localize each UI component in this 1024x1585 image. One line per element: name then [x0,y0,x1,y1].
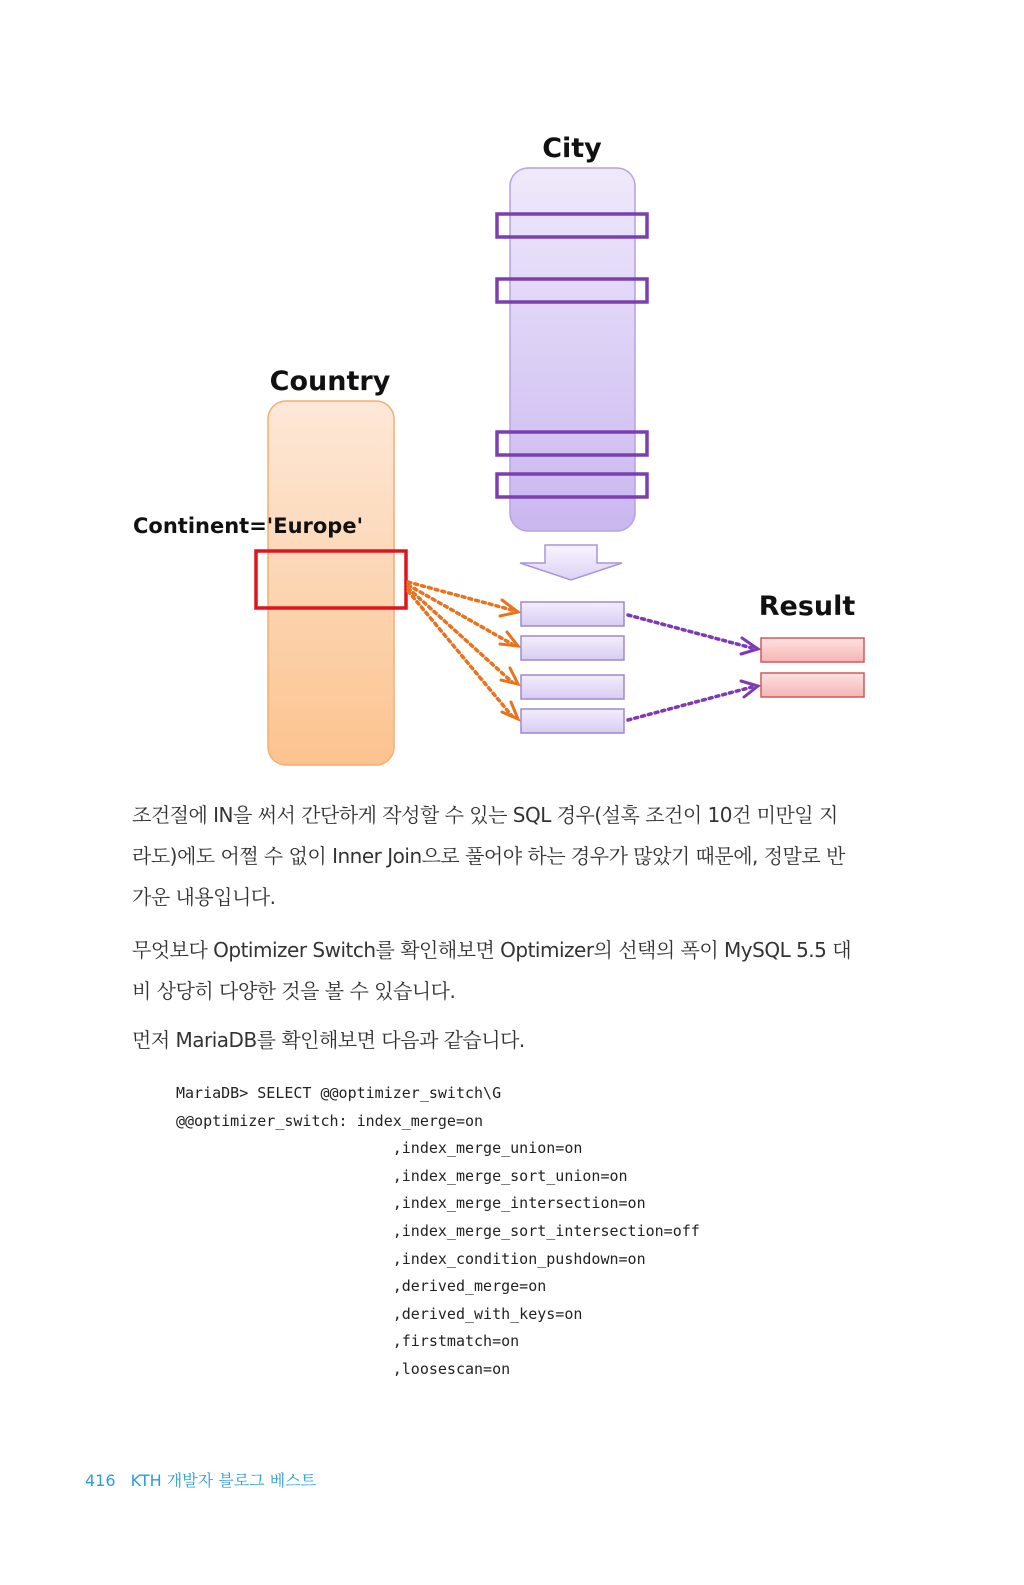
paragraph-line: 조건절에 IN을 써서 간단하게 작성할 수 있는 SQL 경우(설혹 조건이 10건 미만일 지 [132,803,838,827]
paragraph-mariadb-intro [132,1024,872,1056]
result-row [761,638,864,662]
code-line: ,index_merge_intersection=on [176,1194,646,1213]
code-line: ,derived_with_keys=on [176,1304,583,1323]
code-line: ,index_merge_union=on [176,1139,583,1158]
paragraph-line: 라도)에도 어쩔 수 없이 Inner Join으로 풀어야 하는 경우가 많았기 때문에, 정말로 반 [132,844,845,868]
code-line: ,index_condition_pushdown=on [176,1249,646,1268]
orange-join-arrows [408,582,512,716]
paragraph-line: 가운 내용입니다. [132,885,276,909]
code-line: MariaDB> SELECT @@optimizer_switch\G [176,1084,502,1102]
intermediate-row [521,709,624,733]
intermediate-row [521,602,624,626]
purple-result-arrows [628,615,752,720]
code-line: ,firstmatch=on [176,1332,520,1351]
code-line: @@optimizer_switch: index_merge=on [176,1111,484,1130]
paragraph-line: 먼저 MariaDB를 확인해보면 다음과 같습니다. [132,1028,525,1052]
paragraph-line: 비 상당히 다양한 것을 볼 수 있습니다. [132,979,456,1003]
page-number: 416 [85,1471,116,1490]
down-arrow-icon [520,545,622,580]
orange-arrowheads [500,600,518,719]
code-block [176,1080,700,1384]
code-line: ,loosescan=on [176,1359,511,1378]
page-footer [85,1468,316,1491]
join-diagram [0,0,1024,780]
intermediate-row [521,636,624,660]
city-label: City [542,133,602,164]
paragraph-optimizer-switch [132,930,872,1012]
book-title: KTH 개발자 블로그 베스트 [130,1471,317,1490]
city-table [510,168,635,531]
continent-condition-label: Continent='Europe' [133,514,364,538]
country-table [268,401,394,765]
code-line: ,index_merge_sort_union=on [176,1166,628,1185]
paragraph-line: 무엇보다 Optimizer Switch를 확인해보면 Optimizer의 선택의 폭이 MySQL 5.5 대 [132,938,852,962]
paragraph-in-clause [132,795,872,918]
result-label: Result [758,591,856,622]
code-line: ,derived_merge=on [176,1277,547,1296]
code-line: ,index_merge_sort_intersection=off [176,1221,700,1240]
intermediate-row [521,675,624,699]
country-label: Country [269,366,391,397]
result-row [761,673,864,697]
